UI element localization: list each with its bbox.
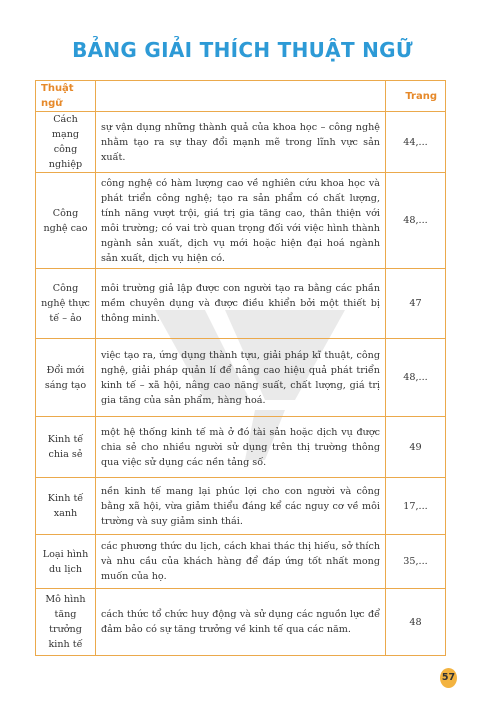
page-cell: 48 (386, 589, 446, 656)
table-row (36, 269, 446, 339)
page-cell: 17,... (386, 478, 446, 535)
term-cell: Công nghệ thực tế – ảo (36, 269, 96, 339)
header-term: Thuật ngữ (36, 81, 96, 112)
table-header-row (36, 81, 446, 112)
term-cell: Loại hình du lịch (36, 535, 96, 589)
page-title: BẢNG GIẢI THÍCH THUẬT NGỮ (72, 38, 413, 62)
term-cell: Mô hình tăng trưởng kinh tế (36, 589, 96, 656)
table-row (36, 112, 446, 173)
header-definition (96, 81, 386, 112)
page-number-badge: 57 (440, 668, 457, 688)
header-page: Trang (386, 81, 446, 112)
glossary-table (35, 80, 446, 656)
page-cell: 44,... (386, 112, 446, 173)
definition-cell: các phương thức du lịch, cách khai thác thị hiếu, sở thích và nhu cầu của khách hàng để đáp ứng tốt nhất mong muốn của họ. (96, 535, 386, 589)
page-cell: 47 (386, 269, 446, 339)
term-cell: Công nghệ cao (36, 173, 96, 269)
table-row (36, 417, 446, 478)
definition-cell: môi trường giả lập được con người tạo ra bằng các phần mềm chuyên dụng và được điều khiển bởi một thiết bị thông minh. (96, 269, 386, 339)
page-cell: 35,... (386, 535, 446, 589)
term-cell: Kinh tế chia sẻ (36, 417, 96, 478)
definition-cell: công nghệ có hàm lượng cao về nghiên cứu khoa học và phát triển công nghệ; tạo ra sản phẩm có chất lượng, tính năng vượt trội, giá trị gia tăng cao, thân thiện với môi trường; có vai trò quan trọng đối với việc hình thành ngành sản xuất, dịch vụ mới hoặc hiện đại hoá ngành sản xuất, dịch vụ hiện có. (96, 173, 386, 269)
table-row (36, 339, 446, 417)
table-row (36, 173, 446, 269)
term-cell: Kinh tế xanh (36, 478, 96, 535)
table-row (36, 478, 446, 535)
definition-cell: cách thức tổ chức huy động và sử dụng các nguồn lực để đảm bảo có sự tăng trưởng về kinh tế qua các năm. (96, 589, 386, 656)
term-cell: Đổi mới sáng tạo (36, 339, 96, 417)
definition-cell: sự vận dụng những thành quả của khoa học – công nghệ nhằm tạo ra sự thay đổi mạnh mẽ trong lĩnh vực sản xuất. (96, 112, 386, 173)
page-cell: 48,... (386, 173, 446, 269)
page-cell: 49 (386, 417, 446, 478)
table-row (36, 535, 446, 589)
term-cell: Cách mạng công nghiệp (36, 112, 96, 173)
page-cell: 48,... (386, 339, 446, 417)
definition-cell: việc tạo ra, ứng dụng thành tựu, giải pháp kĩ thuật, công nghệ, giải pháp quản lí để nâng cao hiệu quả phát triển kinh tế – xã hội, nâng cao năng suất, chất lượng, giá trị gia tăng của sản phẩm, hàng hoá. (96, 339, 386, 417)
definition-cell: một hệ thống kinh tế mà ở đó tài sản hoặc dịch vụ được chia sẻ cho nhiều người sử dụng trên thị trường thông qua việc sử dụng các nền tảng số. (96, 417, 386, 478)
table-row (36, 589, 446, 656)
definition-cell: nền kinh tế mang lại phúc lợi cho con người và công bằng xã hội, vừa giảm thiểu đáng kể các nguy cơ về môi trường và suy giảm sinh thái. (96, 478, 386, 535)
